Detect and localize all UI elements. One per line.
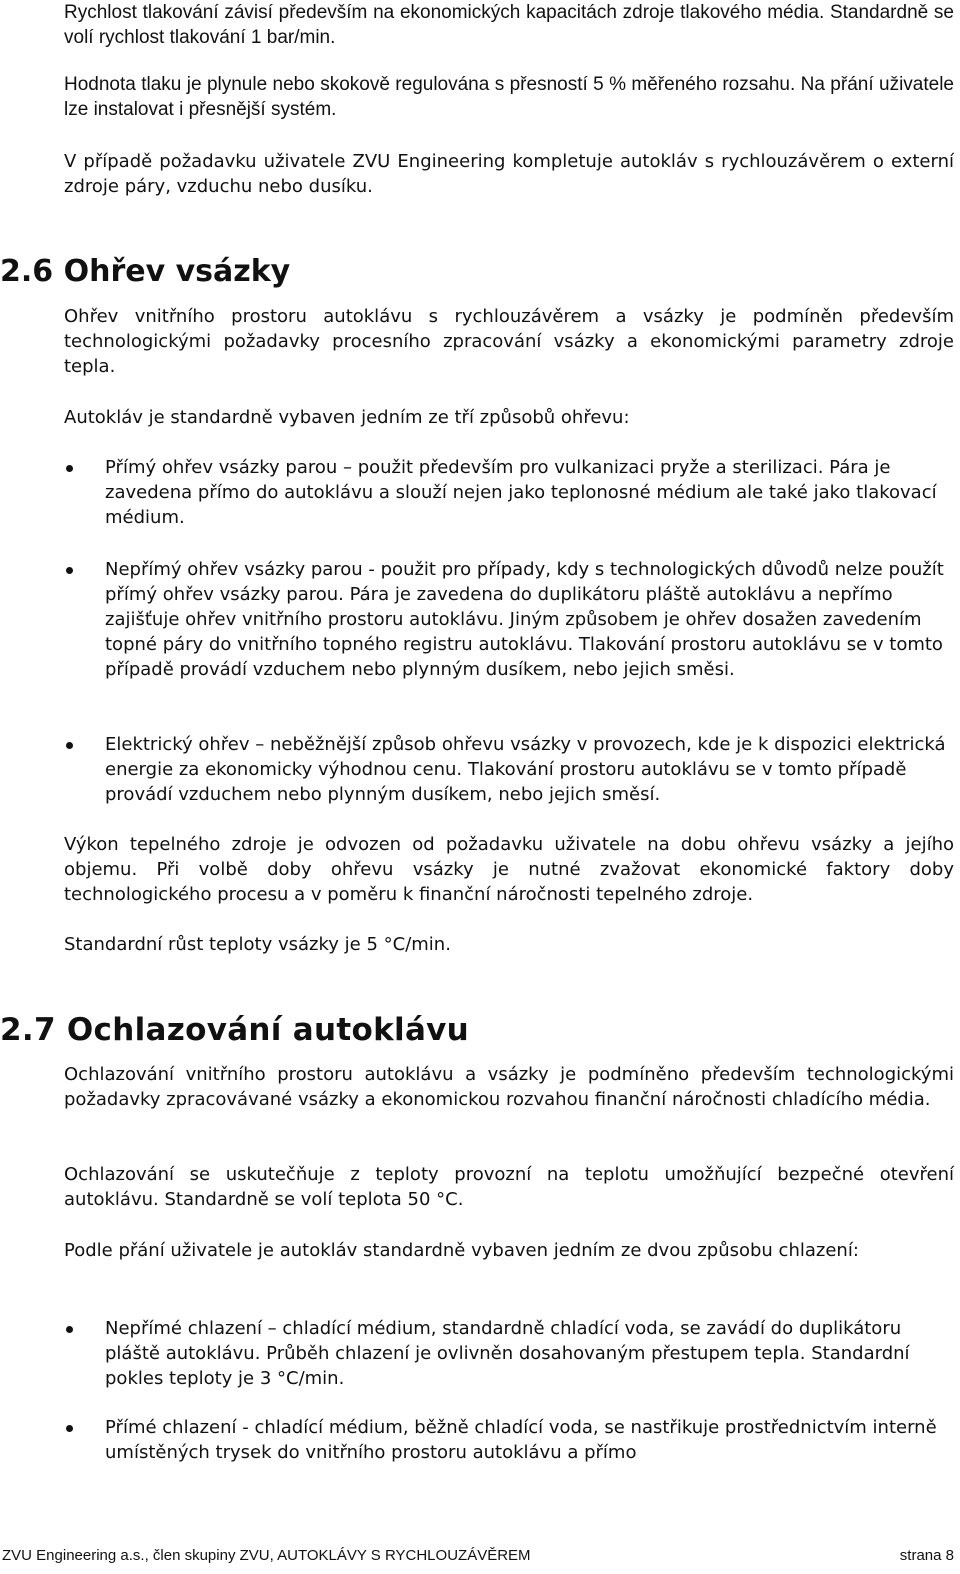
section-2-7-paragraph-1: Ochlazování vnitřního prostoru autoklávu a vsázky je podmíněno především technologickými požadavky zpracovávané vsázky a ekonomickou rozvahou finanční náročnosti chladícího média. xyxy=(64,1064,954,1110)
section-2-6-paragraph-3: Výkon tepelného zdroje je odvozen od požadavku uživatele na dobu ohřevu vsázky a jejího objemu. Při volbě doby ohřevu vsázky je nutné zvažovat ekonomické faktory doby technologického procesu a v poměru k finanční náročnosti tepelného zdroje. xyxy=(64,834,954,905)
bullet-dot-icon xyxy=(66,1326,73,1333)
section-2-6-paragraph-2: Autokláv je standardně vybaven jedním ze tří způsobů ohřevu: xyxy=(64,407,630,428)
section-2-7-paragraph-3: Podle přání uživatele je autokláv standardně vybaven jedním ze dvou způsobu chlazení: xyxy=(64,1240,859,1261)
page-footer xyxy=(2,1546,954,1566)
heating-method-electric: Elektrický ohřev – neběžnější způsob ohřevu vsázky v provozech, kde je k dispozici elektrická energie za ekonomicky výhodnou cenu. Tlakování prostoru autoklávu se v tomto případě provádí vzduchem nebo plynným dusíkem, nebo jejich směsí. xyxy=(105,734,946,805)
cooling-method-indirect: Nepřímé chlazení – chladící médium, standardně chladící voda, se zavádí do duplikátoru pláště autoklávu. Průběh chlazení je ovlivněn dosahovaným přestupem tepla. Standardní pokles teploty je 3 °C/min. xyxy=(105,1318,910,1389)
bullet-dot-icon xyxy=(66,742,73,749)
bullet-dot-icon xyxy=(66,1425,73,1432)
section-heading-2-6: 2.6 Ohřev vsázky xyxy=(0,254,291,289)
heating-method-indirect: Nepřímý ohřev vsázky parou - použit pro případy, kdy s technologických důvodů nelze použít přímý ohřev vsázky parou. Pára je zavedena do duplikátoru pláště autoklávu a nepřímo zajišťuje ohřev vnitřního prostoru autoklávu. Jiným způsobem je ohřev dosažen zavedením topné páry do vnitřního topného registru autoklávu. Tlakování prostoru autoklávu se v tomto případě provádí vzduchem nebo plynným dusíkem, nebo jejich směsi. xyxy=(105,559,944,680)
section-2-6-paragraph-4: Standardní růst teploty vsázky je 5 °C/min. xyxy=(64,934,451,955)
heating-method-direct: Přímý ohřev vsázky parou – použit především pro vulkanizaci pryže a sterilizaci. Pára je zavedena přímo do autoklávu a slouží nejen jako teplonosné médium ale také jako tlakovací médium. xyxy=(105,457,937,528)
footer-company-title: ZVU Engineering a.s., člen skupiny ZVU, AUTOKLÁVY S RYCHLOUZÁVĚREM xyxy=(2,1547,531,1564)
intro-paragraph-2: Hodnota tlaku je plynule nebo skokově regulována s přesností 5 % měřeného rozsahu. Na přání uživatele lze instalovat i přesnější systém. xyxy=(64,74,954,120)
bullet-dot-icon xyxy=(66,465,73,472)
intro-paragraph-3: V případě požadavku uživatele ZVU Engineering kompletuje autokláv s rychlouzávěrem o externí zdroje páry, vzduchu nebo dusíku. xyxy=(64,151,954,197)
footer-page-number: strana 8 xyxy=(899,1547,954,1564)
section-2-6-paragraph-1: Ohřev vnitřního prostoru autoklávu s rychlouzávěrem a vsázky je podmíněn především technologickými požadavky procesního zpracování vsázky a ekonomickými parametry zdroje tepla. xyxy=(64,306,954,377)
bullet-dot-icon xyxy=(66,567,73,574)
cooling-method-direct: Přímé chlazení - chladící médium, běžně chladící voda, se nastřikuje prostřednictvím interně umístěných trysek do vnitřního prostoru autoklávu a přímo xyxy=(105,1417,937,1463)
intro-paragraph-1: Rychlost tlakování závisí především na ekonomických kapacitách zdroje tlakového média. Standardně se volí rychlost tlakování 1 bar/min. xyxy=(64,2,954,48)
section-2-7-paragraph-2: Ochlazování se uskutečňuje z teploty provozní na teplotu umožňující bezpečné otevření autoklávu. Standardně se volí teplota 50 °C. xyxy=(64,1164,954,1210)
section-heading-2-7: 2.7 Ochlazování autoklávu xyxy=(0,1012,470,1048)
